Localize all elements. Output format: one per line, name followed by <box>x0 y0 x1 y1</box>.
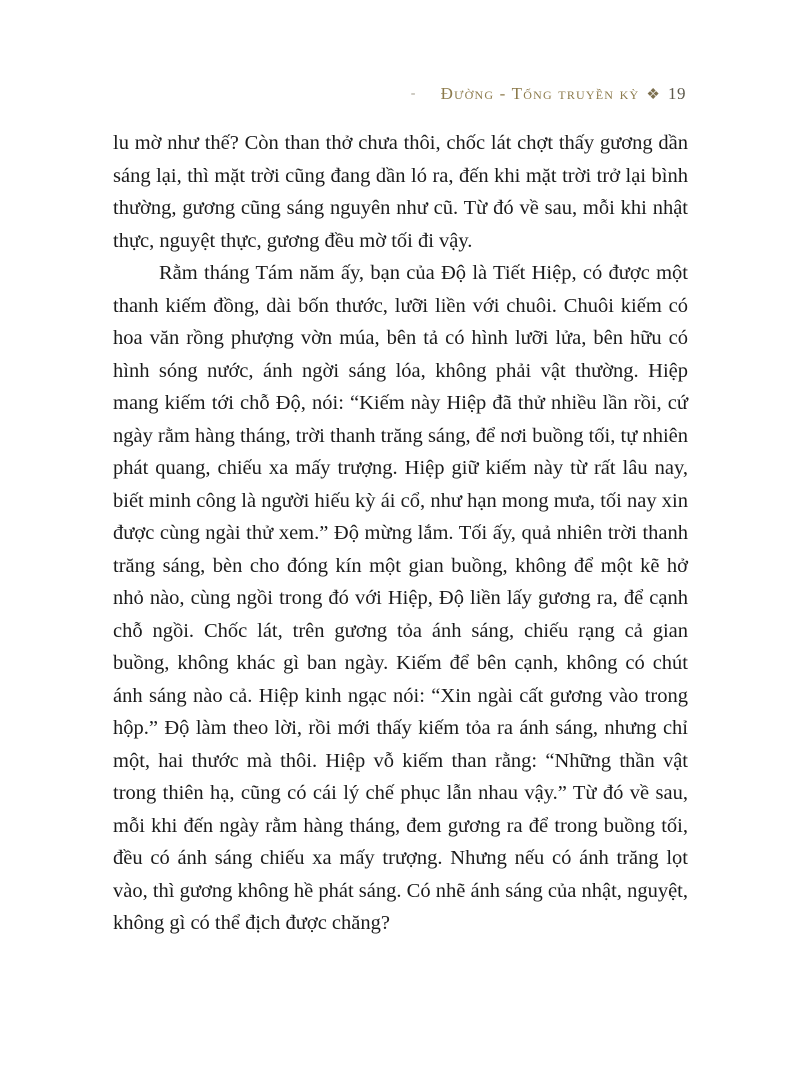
paragraph-continuation: lu mờ như thế? Còn than thở chưa thôi, chốc lát chợt thấy gương dần sáng lại, thì mặt trời cũng đang dần ló ra, đến khi mặt trời trở lại bình thường, gương cũng sáng nguyên như cũ. Từ đó về sau, mỗi khi nhật thực, nguyệt thực, gương đều mờ tối đi vậy. <box>113 132 688 252</box>
header-dash: - <box>410 86 417 101</box>
book-title: Đường - Tống truyền kỳ <box>440 84 640 103</box>
paragraph: Rằm tháng Tám năm ấy, bạn của Độ là Tiết Hiệp, có được một thanh kiếm đồng, dài bốn thước, lưỡi liền với chuôi. Chuôi kiếm có hoa văn rồng phượng vờn múa, bên tả có hình lưỡi lửa, bên hữu có hình sóng nước, ánh ngời sáng lóa, không phải vật thường. Hiệp mang kiếm tới chỗ Độ, nói: “Kiếm này Hiệp đã thử nhiều lần rồi, cứ ngày rằm hàng tháng, trời thanh trăng sáng, để nơi buồng tối, tự nhiên phát quang, chiếu xa mấy trượng. Hiệp giữ kiếm này từ rất lâu nay, biết minh công là người hiếu kỳ ái cổ, như hạn mong mưa, tối nay xin được cùng ngài thử xem.” Độ mừng lắm. Tối ấy, quả nhiên trời thanh trăng sáng, bèn cho đóng kín một gian buồng, không để một kẽ hở nhỏ nào, cùng ngồi trong đó với Hiệp, Độ liền lấy gương ra, để cạnh chỗ ngồi. Chốc lát, trên gương tỏa ánh sáng, chiếu rạng cả gian buồng, không khác gì ban ngày. Kiếm để bên cạnh, không có chút ánh sáng nào cả. Hiệp kinh ngạc nói: “Xin ngài cất gương vào trong hộp.” Độ làm theo lời, rồi mới thấy kiếm tỏa ra ánh sáng, nhưng chỉ một, hai thước mà thôi. Hiệp vỗ kiếm than rằng: “Những thần vật trong thiên hạ, cũng có cái lý chế phục lẫn nhau vậy.” Từ đó về sau, mỗi khi đến ngày rằm hàng tháng, đem gương ra để trong buồng tối, đều có ánh sáng chiếu xa mấy trượng. Nhưng nếu có ánh trăng lọt vào, thì gương không hề phát sáng. Có nhẽ ánh sáng của nhật, nguyệt, không gì có thể địch được chăng? <box>113 262 688 934</box>
diamond-separator-icon: ❖ <box>646 87 661 103</box>
page-number: 19 <box>668 84 686 103</box>
body-text <box>113 127 688 940</box>
running-header <box>112 84 686 105</box>
